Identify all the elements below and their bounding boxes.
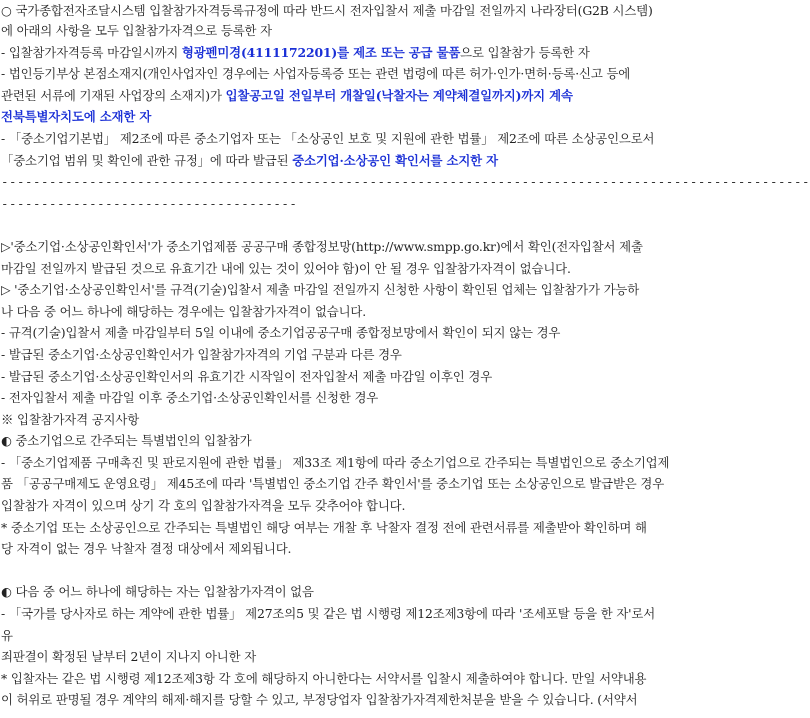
region-highlight: 전북특별자치도에 소재한 자	[1, 109, 152, 125]
special-corporation-heading: ◐ 중소기업으로 간주되는 특별법인의 입찰참가	[1, 433, 252, 449]
product-highlight: 형광펜미경(4111172201)를 제조 또는 공급 물품	[181, 44, 461, 60]
certificate-check-line-1: ▷'중소기업·소상공인확인서'가 중소기업제품 공공구매 종합정보망(http://www.smpp.go.kr)에서 확인(전자입찰서 제출	[1, 238, 643, 254]
certificate-application-line-1: ▷ '중소기업·소상공인확인서'를 규격(기술)입찰서 제출 마감일 전일까지 신청한 사항이 확인된 업체는 입찰참가가 가능하	[1, 282, 640, 298]
eligibility-intro-line-1: ○ 국가종합전자조달시스템 입찰참가자격등록규정에 따라 반드시 전자입찰서 제출 마감일 전일까지 나라장터(G2B 시스템)	[1, 3, 653, 18]
product-registration-line	[1, 42, 716, 64]
disqualification-line-3: 죄판결이 확정된 날부터 2년이 지나지 아니한 자	[1, 649, 257, 665]
location-requirement-prefix: 관련된 서류에 기재된 사업장의 소재지)가	[1, 87, 226, 103]
blank-spacer-2	[1, 560, 716, 582]
separator-line-2: -------------------------------------	[1, 195, 298, 211]
pledge-note-line-2: 이 허위로 판명될 경우 계약의 해제·해지를 당할 수 있고, 부정당업자 입찰참가자격제한처분을 받을 수 있습니다. (서약서	[1, 692, 638, 708]
location-period-highlight: 입찰공고일 전일부터 개찰일(낙찰자는 계약체결일까지)까지 계속	[225, 87, 573, 103]
special-corporation-line-1: - 「중소기업제품 구매촉진 및 판로지원에 관한 법률」 제33조 제1항에 따라 중소기업으로 간주되는 특별법인으로 중소기업제	[1, 454, 670, 470]
location-requirement-line-1: - 법인등기부상 본점소재지(개인사업자인 경우에는 사업자등록증 또는 관련 법령에 따른 허가·인가·면허·등록·신고 등에	[1, 66, 631, 82]
sme-requirement-prefix: 「중소기업 범위 및 확인에 관한 규정」에 따라 발급된	[1, 152, 293, 168]
eligibility-intro-line-2: 에 아래의 사항을 모두 입찰참가자격으로 등록한 자	[1, 23, 272, 38]
separator-line-1: -----------------------------------------------------------------------------------------------------	[1, 174, 810, 190]
pledge-note-line-1: * 입찰자는 같은 법 시행령 제12조제3항 각 호에 해당하지 아니한다는 서약서를 입찰시 제출하여야 합니다. 만일 서약내용	[1, 670, 647, 686]
product-registration-suffix: 으로 입찰참가 등록한 자	[460, 44, 590, 60]
special-corporation-note-2: 당 자격이 없는 경우 낙찰자 결정 대상에서 제외됩니다.	[1, 541, 292, 557]
special-corporation-line-3: 입찰참가 자격이 있으며 상기 각 호의 입찰참가자격을 모두 갖추어야 합니다.	[1, 498, 406, 514]
special-corporation-line-2: 품 「공공구매제도 운영요령」 제45조에 따라 '특별법인 중소기업 간주 확인서'를 중소기업 또는 소상공인으로 발급받은 경우	[1, 476, 665, 492]
exclusion-case-2: - 발급된 중소기업·소상공인확인서가 입찰참가자격의 기업 구분과 다른 경우	[1, 346, 402, 362]
sme-certificate-highlight: 중소기업·소상공인 확인서를 소지한 자	[292, 152, 498, 168]
eligibility-notice-heading: ※ 입찰참가자격 공지사항	[1, 411, 140, 427]
disqualification-line-1: - 「국가를 당사자로 하는 계약에 관한 법률」 제27조의5 및 같은 법 시행령 제12조제3항에 따라 '조세포탈 등을 한 자'로서	[1, 606, 656, 622]
special-corporation-note-1: * 중소기업 또는 소상공인으로 간주되는 특별법인 해당 여부는 개찰 후 낙찰자 결정 전에 관련서류를 제출받아 확인하며 해	[1, 519, 647, 535]
certificate-application-line-2: 나 다음 중 어느 하나에 해당하는 경우에는 입찰참가자격이 없습니다.	[1, 303, 367, 319]
exclusion-case-1: - 규격(기술)입찰서 제출 마감일부터 5일 이내에 중소기업공공구매 종합정보망에서 확인이 되지 않는 경우	[1, 325, 561, 341]
exclusion-case-4: - 전자입찰서 제출 마감일 이후 중소기업·소상공인확인서를 신청한 경우	[1, 390, 379, 406]
location-requirement-line-2	[1, 85, 716, 107]
certificate-check-line-2: 마감일 전일까지 발급된 것으로 유효기간 내에 있는 것이 있어야 함)이 안 될 경우 입찰참가자격이 없습니다.	[1, 260, 571, 276]
disqualification-heading: ◐ 다음 중 어느 하나에 해당하는 자는 입찰참가자격이 없음	[1, 584, 314, 600]
blank-spacer-1	[1, 214, 716, 236]
disqualification-line-2: 유	[1, 627, 13, 643]
product-registration-prefix: - 입찰참가자격등록 마감일시까지	[1, 44, 182, 60]
sme-requirement-line-1: - 「중소기업기본법」 제2조에 따른 중소기업자 또는 「소상공인 보호 및 지원에 관한 법률」 제2조에 따른 소상공인으로서	[1, 130, 655, 146]
sme-requirement-line-2	[1, 150, 716, 172]
exclusion-case-3: - 발급된 중소기업·소상공인확인서의 유효기간 시작일이 전자입찰서 제출 마감일 이후인 경우	[1, 368, 493, 384]
